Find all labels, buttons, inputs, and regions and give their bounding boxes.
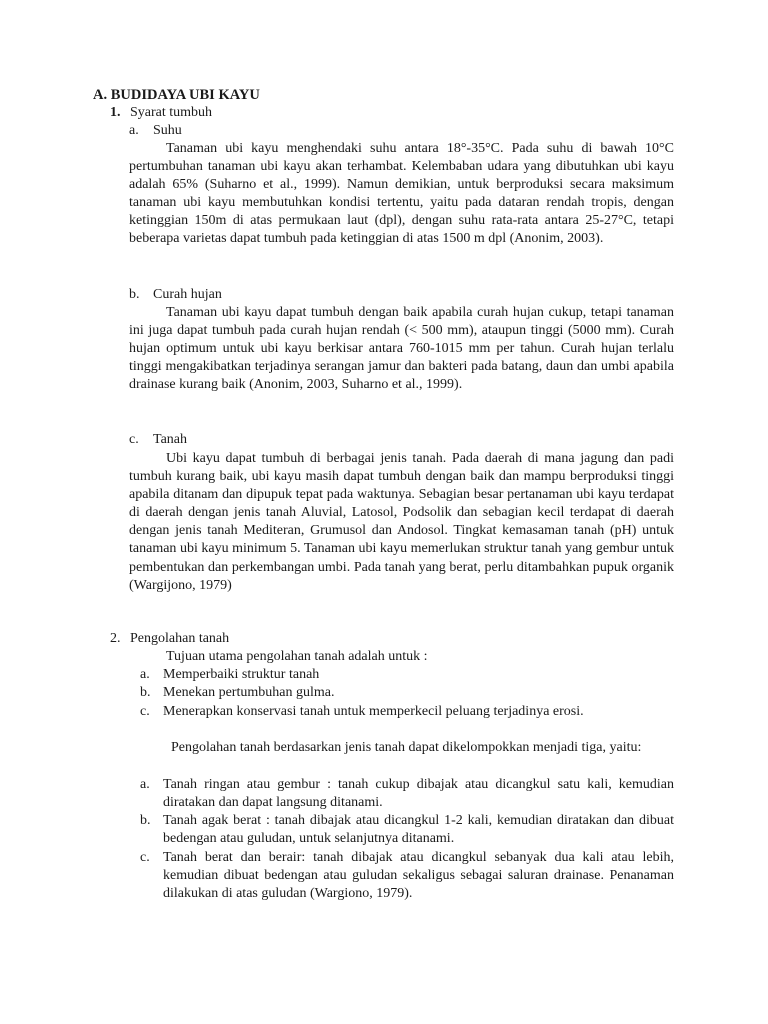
list-item-text: Menekan pertumbuhan gulma. [163, 685, 335, 700]
list-item-letter: a. [140, 777, 150, 792]
subsection-curah-hujan-letter: b. [129, 287, 140, 302]
list-item-letter: c. [140, 850, 150, 865]
subsection-curah-hujan-heading [129, 286, 222, 304]
suhu-paragraph: Tanaman ubi kayu menghendaki suhu antara 18°-35°C. Pada suhu di bawah 10°C pertumbuhan tanaman ubi kayu akan terhambat. Kelembaban udara yang dibutuhkan ubi kayu adalah 65% (Suharno et al., 1999). Namun demikian, untuk berproduksi secara maksimum tanaman ubi kayu membutuhkan kondisi tertentu, yaitu pada dataran rendah tropis, dengan ketinggian 150m di atas permukaan laut (dpl), dengan suhu rata-rata antara 25-27°C, tetapi beberapa varietas dapat tumbuh pada ketinggian di atas 1500 m dpl (Anonim, 2003). [129, 141, 674, 247]
subsection-curah-hujan-title: Curah hujan [153, 287, 222, 302]
list-item-text: Menerapkan konservasi tanah untuk memperkecil peluang terjadinya erosi. [163, 704, 584, 719]
list-item [140, 849, 674, 903]
list-item-letter: b. [140, 813, 151, 828]
subsection-tanah-letter: c. [129, 432, 139, 447]
tanah-paragraph: Ubi kayu dapat tumbuh di berbagai jenis tanah. Pada daerah di mana jagung dan padi tumbuh kurang baik, ubi kayu masih dapat tumbuh dengan baik dan mampu berproduksi tinggi apabila ditanam dan dipupuk tepat pada waktunya. Sebagian besar pertanaman ubi kayu terdapat di daerah dengan jenis tanah Aluvial, Latosol, Podsolik dan sebagian kecil terdapat di daerah dengan jenis tanah Mediteran, Grumusol dan Andosol. Tingkat kemasaman tanah (pH) untuk tanaman ubi kayu minimum 5. Tanaman ubi kayu memerlukan struktur tanah yang gembur untuk pembentukan dan perkembangan umbi. Pada tanah yang berat, perlu ditambahkan pupuk organik (Wargijono, 1979) [129, 451, 674, 593]
page-title: A. BUDIDAYA UBI KAYU [93, 87, 260, 103]
subsection-suhu-heading [129, 122, 182, 140]
list-item [140, 703, 674, 721]
section-2-intro: Tujuan utama pengolahan tanah adalah untuk : [166, 649, 428, 664]
list-item-letter: a. [140, 667, 150, 682]
section-2-intro-types: Pengolahan tanah berdasarkan jenis tanah dapat dikelompokkan menjadi tiga, yaitu: [171, 740, 642, 755]
list-item-letter: c. [140, 704, 150, 719]
section-2-heading [110, 630, 229, 648]
list-item-text: Tanah ringan atau gembur : tanah cukup dibajak atau dicangkul satu kali, kemudian diratakan dan dapat langsung ditanami. [163, 777, 688, 811]
list-item-text: Memperbaiki struktur tanah [163, 667, 320, 682]
subsection-suhu-title: Suhu [153, 123, 182, 138]
section-2-title: Pengolahan tanah [130, 631, 230, 646]
section-1-title: Syarat tumbuh [130, 105, 213, 120]
section-1-heading [110, 104, 212, 122]
list-item-letter: b. [140, 685, 151, 700]
curah-hujan-paragraph: Tanaman ubi kayu dapat tumbuh dengan baik apabila curah hujan cukup, tetapi tanaman ini juga dapat tumbuh pada curah hujan rendah (< 500 mm), ataupun tinggi (5000 mm). Curah hujan optimum untuk ubi kayu berkisar antara 760-1015 mm per tahun. Curah hujan terlalu tinggi mengakibatkan terjadinya serangan jamur dan bakteri pada batang, daun dan umbi apabila drainase kurang baik (Anonim, 2003, Suharno et al., 1999). [129, 305, 674, 393]
list-item-text: Tanah agak berat : tanah dibajak atau dicangkul 1-2 kali, kemudian diratakan dan dibuat bedengan atau guludan, untuk selanjutnya ditanami. [163, 813, 674, 847]
list-item [140, 684, 674, 702]
list-item-text: Tanah berat dan berair: tanah dibajak atau dicangkul sebanyak dua kali atau lebih, kemudian dibuat bedengan atau guludan sekaligus sebagai saluran drainase. Penanaman dilakukan di atas guludan (Wargiono, 1979). [163, 850, 674, 902]
list-item [140, 666, 674, 684]
list-item [140, 776, 688, 812]
section-1-number: 1. [110, 105, 121, 120]
subsection-suhu-letter: a. [129, 123, 139, 138]
list-item [140, 812, 674, 848]
subsection-tanah-heading [129, 431, 187, 449]
section-2-number: 2. [110, 631, 121, 646]
subsection-tanah-title: Tanah [153, 432, 188, 447]
